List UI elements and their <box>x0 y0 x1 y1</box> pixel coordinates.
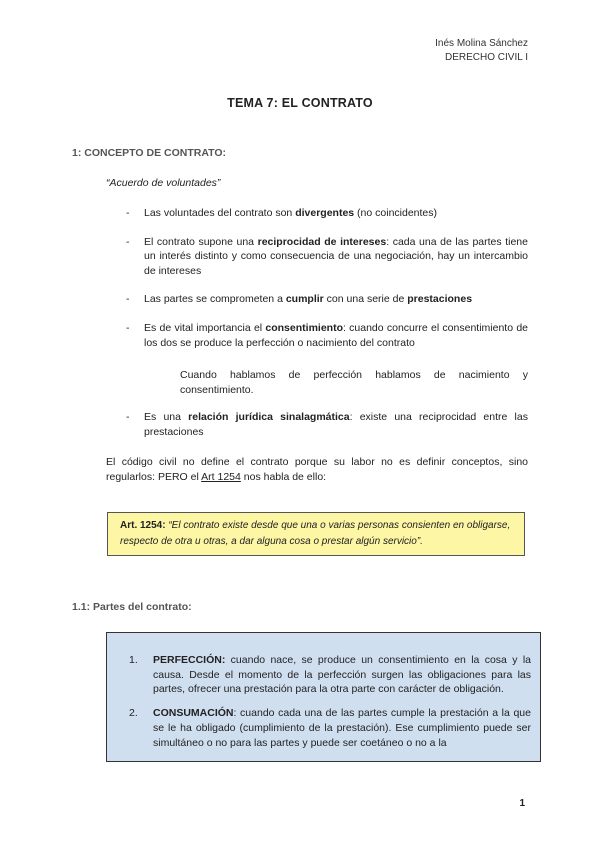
item-text: Es una <box>144 411 189 423</box>
bullet-dash: - <box>126 293 130 306</box>
section-heading-partes: 1.1: Partes del contrato: <box>72 601 192 613</box>
item-text: cuando nace, se produce un consentimiento en la cosa y la causa. Desde el momento de la perfección surgen las obligaciones para las partes, ofrecer una prestación para la otra parte con carácter de obligación. <box>153 654 531 696</box>
paragraph-codigo-civil <box>106 455 528 484</box>
bullet-dash: - <box>126 235 130 248</box>
item-text: con una serie de <box>323 293 408 306</box>
partes-list <box>129 653 531 759</box>
item-text: Es de vital importancia el <box>144 321 266 334</box>
item-bold: divergentes <box>295 207 355 219</box>
item-text: (no coincidentes) <box>354 207 438 219</box>
item-bold: reciprocidad de intereses <box>257 235 387 248</box>
item-number: 1. <box>129 654 138 666</box>
item-bold: CONSUMACIÓN <box>153 707 234 720</box>
page-number: 1 <box>519 798 525 809</box>
list-item <box>129 653 531 697</box>
course-name: DERECHO CIVIL I <box>445 52 528 63</box>
note-perfeccion: Cuando hablamos de perfección hablamos de nacimiento y consentimiento. <box>180 369 528 396</box>
bullet-dash: - <box>126 321 130 334</box>
item-text: : cada una de las partes tiene un interés distinto y como consecuencia de una negociación, hay un intercambio de intereses <box>144 235 528 277</box>
item-bold: prestaciones <box>407 293 473 306</box>
article-label: Art. 1254: <box>120 520 166 531</box>
list-item <box>106 292 528 307</box>
bullet-list <box>106 206 528 350</box>
list-item <box>106 235 528 279</box>
list-item <box>106 321 528 350</box>
item-bold: PERFECCIÓN: <box>153 654 226 666</box>
list-item <box>106 410 528 439</box>
item-bold: consentimiento <box>265 321 343 334</box>
list-item <box>106 206 528 221</box>
article-box <box>107 512 525 556</box>
item-text: Las partes se comprometen a <box>144 293 286 306</box>
bullet-dash: - <box>126 411 130 423</box>
article-link[interactable]: Art 1254 <box>201 470 241 483</box>
bullet-list-2 <box>106 410 528 439</box>
item-number: 2. <box>129 707 138 720</box>
partes-box <box>106 632 541 762</box>
definition-quote: “Acuerdo de voluntades” <box>106 177 221 189</box>
item-text: Las voluntades del contrato son <box>144 207 296 219</box>
section-heading-concepto: 1: CONCEPTO DE CONTRATO: <box>72 147 227 159</box>
page-title: TEMA 7: EL CONTRATO <box>227 96 373 110</box>
list-item <box>129 706 531 750</box>
item-text: : cuando concurre el consentimiento de los dos se produce la perfección o nacimiento del contrato <box>144 321 529 349</box>
item-text: : existe una reciprocidad entre las prestaciones <box>144 411 528 438</box>
article-text: “El contrato existe desde que una o varias personas consienten en obligarse, respecto de otra u otras, a dar alguna cosa o prestar algún servicio”. <box>120 520 511 547</box>
bullet-dash: - <box>126 207 130 219</box>
item-bold: relación jurídica sinalagmática <box>188 411 350 423</box>
item-text: : cuando cada una de las partes cumple la prestación a la que se le ha obligado (cumplimiento de la prestación). Ese cumplimiento puede ser simultáneo o no para las partes y puede ser coetáneo o no a la <box>153 707 531 749</box>
author-name: Inés Molina Sánchez <box>435 38 528 49</box>
para-text: El código civil no define el contrato porque su labor no es definir conceptos, sino regularlos: PERO el <box>106 456 528 483</box>
item-text: El contrato supone una <box>144 235 258 248</box>
para-text: nos habla de ello: <box>240 470 327 483</box>
item-bold: cumplir <box>285 293 324 306</box>
